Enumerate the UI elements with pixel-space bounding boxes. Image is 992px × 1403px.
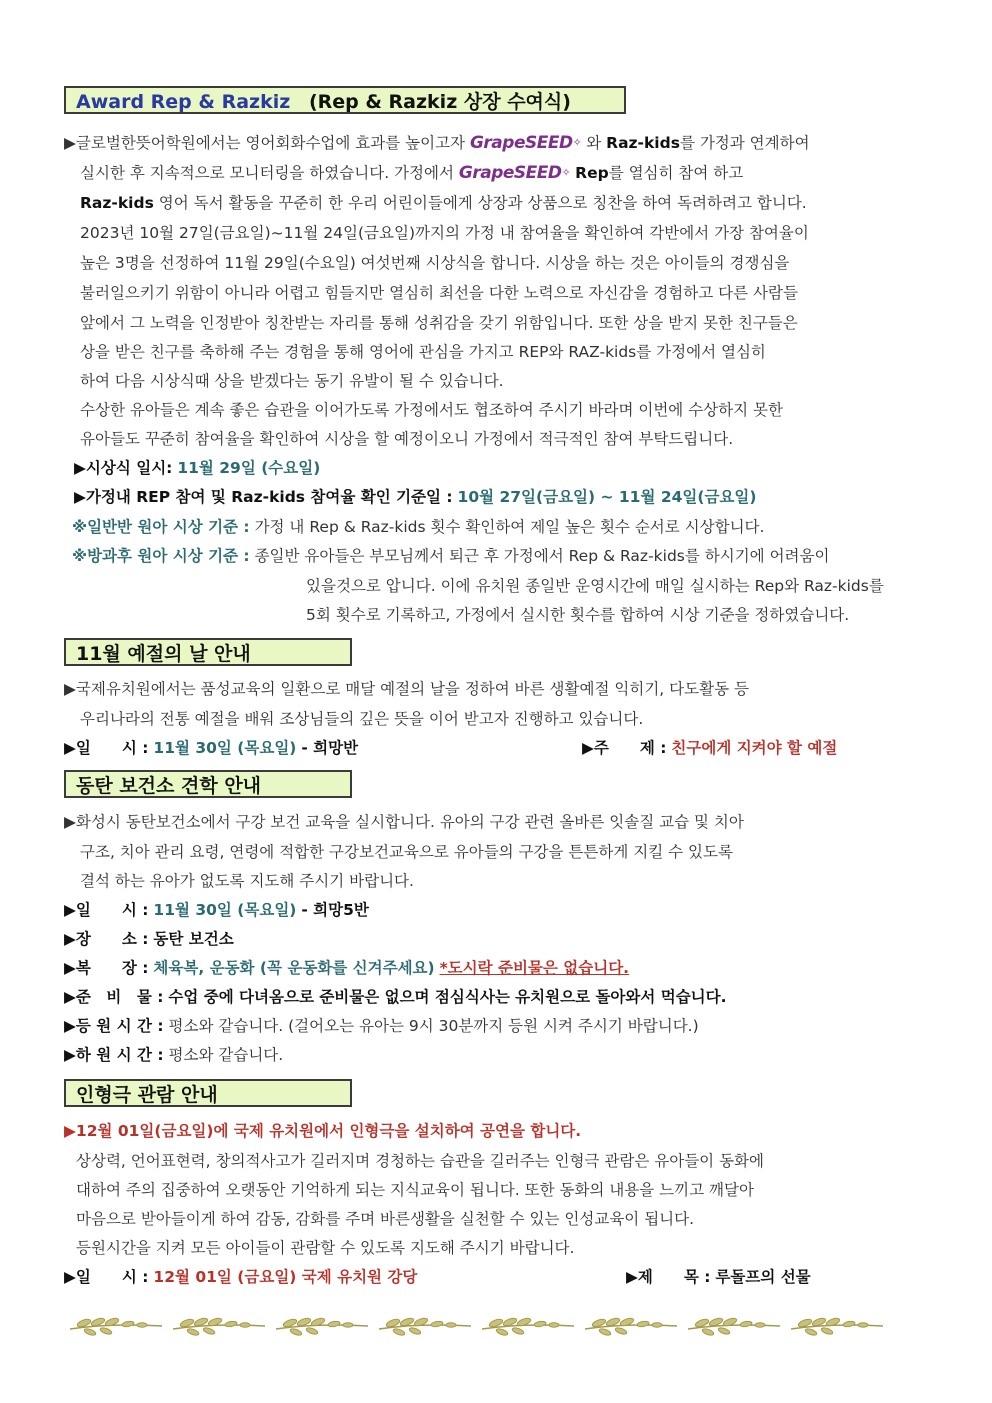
award-paragraph-line-3: [80, 193, 807, 213]
puppet-paragraph-line-4: 등원시간을 지켜 모든 아이들이 관람할 수 있도록 지도해 주시기 바랍니다.: [76, 1239, 575, 1257]
health-date-row: [64, 900, 369, 920]
health-prep-value: 수업 중에 다녀옴으로 준비물은 없으며 점심식사는 유치원으로 돌아와서 먹습니다.: [168, 988, 727, 1006]
award-paragraph-line-4: 2023년 10월 27일(금요일)~11월 24일(금요일)까지의 가정 내 참여율을 확인하여 각반에서 가장 참여율이: [80, 224, 809, 242]
award-general-value: 가정 내 Rep & Raz-kids 횟수 확인하여 제일 높은 횟수 순서로 시상합니다.: [254, 518, 765, 536]
etiquette-date-row: [64, 738, 358, 758]
puppet-title-row: [626, 1267, 811, 1287]
award-after-value-3: 5회 횟수로 기록하고, 가정에서 실시한 횟수를 합하여 시상 기준을 정하였습니다.: [306, 606, 850, 624]
health-arrive-value: 평소와 같습니다. (걸어오는 유아는 9시 30분까지 등원 시켜 주시기 바랍니다.): [168, 1017, 699, 1035]
award-paragraph-line-8: 상을 받은 친구를 축하해 주는 경험을 통해 영어에 관심을 가지고 REP와 RAZ-kids를 가정에서 열심히: [80, 343, 766, 361]
health-leave-value: 평소와 같습니다.: [168, 1046, 284, 1064]
puppet-title-label: ▶제 목 :: [626, 1268, 711, 1286]
etiquette-date-value: 11월 30일 (목요일): [153, 739, 297, 757]
award-text: 실시한 후 지속적으로 모니터링을 하였습니다. 가정에서: [80, 164, 454, 182]
puppet-date-label: ▶일 시 :: [64, 1268, 149, 1286]
award-text: 를 열심히 참여 하고: [608, 164, 744, 182]
health-place-row: [64, 929, 234, 949]
etiquette-date-label: ▶일 시 :: [64, 739, 149, 757]
grapeseed-logo: GrapeSEED✧: [458, 163, 571, 183]
award-paragraph-line-11: 유아들도 꾸준히 참여율을 확인하여 시상을 할 예정이오니 가정에서 적극적인 참여 부탁드립니다.: [80, 430, 734, 448]
grapeseed-logo-text: GrapeSEED: [469, 133, 573, 153]
raz-kids-label: Raz-kids: [80, 194, 154, 212]
award-title-en: Award Rep & Razkiz: [76, 91, 291, 113]
etiquette-theme-row: [582, 738, 837, 758]
award-general-criteria-row: [72, 517, 764, 537]
award-general-label: ※일반반 원아 시상 기준 :: [72, 518, 250, 536]
health-dress-row: [64, 958, 629, 978]
health-leave-row: [64, 1045, 283, 1065]
award-paragraph-line-10: 수상한 유아들은 계속 좋은 습관을 이어가도록 가정에서도 협조하여 주시기 바라며 이번에 수상하지 못한: [80, 401, 783, 419]
health-paragraph-line-2: 구조, 치아 관리 요령, 연령에 적합한 구강보건교육으로 유아들의 구강을 튼튼하게 지킬 수 있도록: [80, 843, 733, 861]
health-section-title: 동탄 보건소 견학 안내: [64, 770, 352, 798]
health-arrive-label: ▶등 원 시 간 :: [64, 1017, 164, 1035]
award-title-ko: (Rep & Razkiz 상장 수여식): [308, 91, 571, 113]
award-paragraph-line-1: [64, 133, 810, 153]
puppet-paragraph-line-1: 상상력, 언어표현력, 창의적사고가 길러지며 경청하는 습관을 길러주는 인형극 관람은 유아들이 동화에: [76, 1152, 764, 1170]
etiquette-class: - 희망반: [301, 739, 359, 757]
puppet-date-value: 12월 01일 (금요일) 국제 유치원 강당: [153, 1268, 418, 1286]
puppet-title-value: 루돌프의 선물: [715, 1268, 811, 1286]
etiquette-paragraph-line-1: ▶국제유치원에서는 품성교육의 일환으로 매달 예절의 날을 정하여 바른 생활예절 익히기, 다도활동 등: [64, 680, 749, 698]
health-dress-label: ▶복 장 :: [64, 959, 149, 977]
award-check-label: ▶가정내 REP 참여 및 Raz-kids 참여율 확인 기준일 :: [74, 488, 453, 506]
award-section-title: [64, 86, 626, 114]
health-arrive-row: [64, 1016, 699, 1036]
puppet-paragraph-line-3: 마음으로 받아들이게 하여 감동, 감화를 주며 바른생활을 실천할 수 있는 인성교육이 됩니다.: [76, 1210, 695, 1228]
health-date-label: ▶일 시 :: [64, 901, 149, 919]
etiquette-section-title: 11월 예절의 날 안내: [64, 638, 352, 666]
health-paragraph-line-3: 결석 하는 유아가 없도록 지도해 주시기 바랍니다.: [80, 872, 414, 890]
award-paragraph-line-7: 앞에서 그 노력을 인정받아 칭찬받는 자리를 통해 성취감을 갖기 위함입니다. 또한 상을 받지 못한 친구들은: [80, 314, 798, 332]
laurel-sprig-icon: [70, 1317, 162, 1337]
puppet-date-row: [64, 1267, 417, 1287]
award-paragraph-line-9: 하여 다음 시상식때 상을 받겠다는 동기 유발이 될 수 있습니다.: [80, 372, 504, 390]
award-paragraph-line-6: 불러일으키기 위함이 아니라 어렵고 힘들지만 열심히 최선을 다한 노력으로 자신감을 경험하고 다른 사람들: [80, 284, 798, 302]
raz-kids-label: Raz-kids: [606, 134, 680, 152]
award-check-value: 10월 27일(금요일) ~ 11월 24일(금요일): [457, 488, 757, 506]
health-paragraph-line-1: ▶화성시 동탄보건소에서 구강 보건 교육을 실시합니다. 유아의 구강 관련 올바른 잇솔질 교습 및 치아: [64, 813, 744, 831]
puppet-section-title: 인형극 관람 안내: [64, 1079, 352, 1107]
award-check-row: [74, 487, 756, 507]
award-after-label: ※방과후 원아 시상 기준 :: [72, 547, 250, 565]
puppet-headline: ▶12월 01일(금요일)에 국제 유치원에서 인형극을 설치하여 공연을 합니다.: [64, 1122, 582, 1140]
health-place-label: ▶장 소 :: [64, 930, 149, 948]
award-text: 와: [586, 134, 602, 152]
award-text: 영어 독서 활동을 꾸준히 한 우리 어린이들에게 상장과 상품으로 칭찬을 하여 독려하려고 합니다.: [153, 194, 807, 212]
health-class: - 희망5반: [301, 901, 369, 919]
award-text: ▶글로벌한뜻어학원에서는 영어회화수업에 효과를 높이고자: [64, 134, 466, 152]
award-after-criteria-row: [72, 546, 829, 566]
decorative-laurel-border: [70, 1313, 890, 1339]
etiquette-theme-value: 친구에게 지켜야 할 예절: [671, 739, 838, 757]
award-date-row: [74, 458, 320, 478]
grapeseed-logo: GrapeSEED✧: [469, 133, 582, 153]
award-date-label: ▶시상식 일시:: [74, 459, 173, 477]
health-dress-value: 체육복, 운동화 (꼭 운동화를 신겨주세요): [153, 959, 435, 977]
health-date-value: 11월 30일 (목요일): [153, 901, 297, 919]
health-prep-row: [64, 987, 727, 1007]
award-after-value-1: 종일반 유아들은 부모님께서 퇴근 후 가정에서 Rep & Raz-kids를 하시기에 어려움이: [254, 547, 830, 565]
health-place-value: 동탄 보건소: [153, 930, 234, 948]
grapeseed-logo-text: GrapeSEED: [458, 163, 562, 183]
puppet-paragraph-line-2: 대하여 주의 집중하여 오랫동안 기억하게 되는 지식교육이 됩니다. 또한 동화의 내용을 느끼고 깨달아: [76, 1181, 754, 1199]
award-text: 를 가정과 연계하여: [679, 134, 810, 152]
health-leave-label: ▶하 원 시 간 :: [64, 1046, 164, 1064]
award-date-value: 11월 29일 (수요일): [177, 459, 321, 477]
award-after-value-2: 있을것으로 압니다. 이에 유치원 종일반 운영시간에 매일 실시하는 Rep와 Raz-kids를: [306, 577, 884, 595]
rep-label: Rep: [575, 164, 609, 182]
etiquette-paragraph-line-2: 우리나라의 전통 예절을 배워 조상님들의 깊은 뜻을 이어 받고자 진행하고 있습니다.: [80, 710, 644, 728]
health-prep-label: ▶준 비 물 :: [64, 988, 164, 1006]
award-paragraph-line-5: 높은 3명을 선정하여 11월 29일(수요일) 여섯번째 시상식을 합니다. 시상을 하는 것은 아이들의 경쟁심을: [80, 254, 790, 272]
health-dress-note: *도시락 준비물은 없습니다.: [439, 959, 630, 977]
etiquette-theme-label: ▶주 제 :: [582, 739, 667, 757]
award-paragraph-line-2: [80, 163, 743, 183]
